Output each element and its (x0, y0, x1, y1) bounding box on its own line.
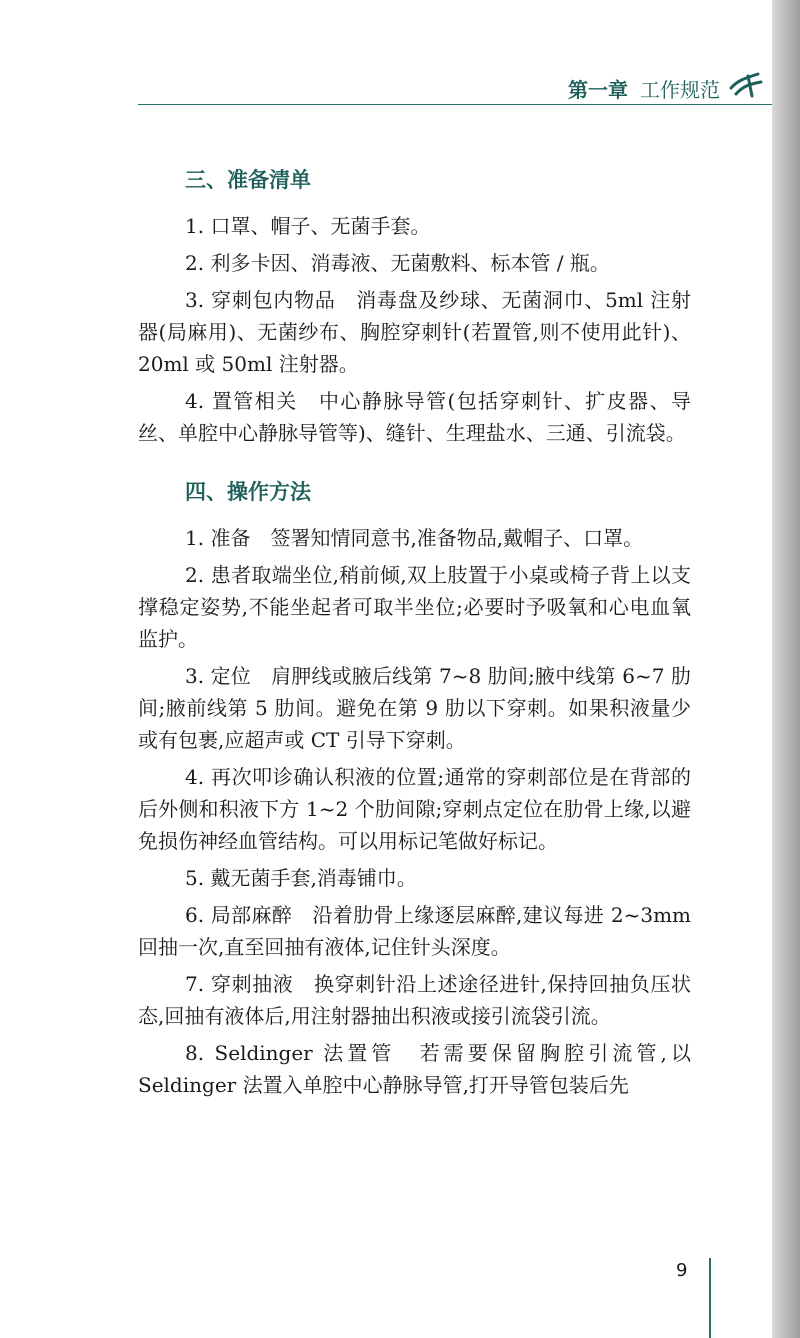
list-item: 2. 患者取端坐位,稍前倾,双上肢置于小桌或椅子背上以支撑稳定姿势,不能坐起者可取半坐位;必要时予吸氧和心电血氧监护。 (138, 563, 691, 651)
list-item: 1. 准备 签署知情同意书,准备物品,戴帽子、口罩。 (185, 526, 644, 550)
list-item: 5. 戴无菌手套,消毒铺巾。 (185, 866, 417, 890)
list-item: 6. 局部麻醉 沿着肋骨上缘逐层麻醉,建议每进 2~3mm 回抽一次,直至回抽有液体,记住针头深度。 (138, 903, 691, 959)
running-header (138, 68, 772, 105)
list-item: 4. 置管相关 中心静脉导管(包括穿刺针、扩皮器、导丝、单腔中心静脉导管等)、缝针、生理盐水、三通、引流袋。 (138, 389, 691, 445)
list-item: 2. 利多卡因、消毒液、无菌敷料、标本管 / 瓶。 (185, 251, 610, 275)
chapter-title: 工作规范 (640, 78, 720, 102)
page-content (138, 160, 691, 1106)
chapter-label: 第一章 (568, 78, 628, 102)
list-item: 1. 口罩、帽子、无菌手套。 (185, 214, 431, 238)
list-item: 4. 再次叩诊确认积液的位置;通常的穿刺部位是在背部的后外侧和积液下方 1~2 个肋间隙;穿刺点定位在肋骨上缘,以避免损伤神经血管结构。可以用标记笔做好标记。 (138, 765, 691, 853)
chapter-logo-icon (728, 70, 764, 100)
list-item: 3. 穿刺包内物品 消毒盘及纱球、无菌洞巾、5ml 注射器(局麻用)、无菌纱布、胸腔穿刺针(若置管,则不使用此针)、20ml 或 50ml 注射器。 (138, 288, 691, 376)
section-title-preparation: 三、准备清单 (185, 168, 311, 192)
list-item: 3. 定位 肩胛线或腋后线第 7~8 肋间;腋中线第 6~7 肋间;腋前线第 5 肋间。避免在第 9 肋以下穿刺。如果积液量少或有包裹,应超声或 CT 引导下穿刺。 (138, 664, 691, 752)
list-item: 7. 穿刺抽液 换穿刺针沿上述途径进针,保持回抽负压状态,回抽有液体后,用注射器抽出积液或接引流袋引流。 (138, 972, 691, 1028)
list-item: 8. Seldinger 法置管 若需要保留胸腔引流管,以 Seldinger 法置入单腔中心静脉导管,打开导管包装后先 (138, 1041, 691, 1097)
header-text (568, 74, 720, 103)
page-number: 9 (676, 1260, 688, 1281)
page-edge-bar (772, 0, 800, 1338)
footer-rule (709, 1258, 711, 1338)
section-title-procedure: 四、操作方法 (185, 480, 311, 504)
